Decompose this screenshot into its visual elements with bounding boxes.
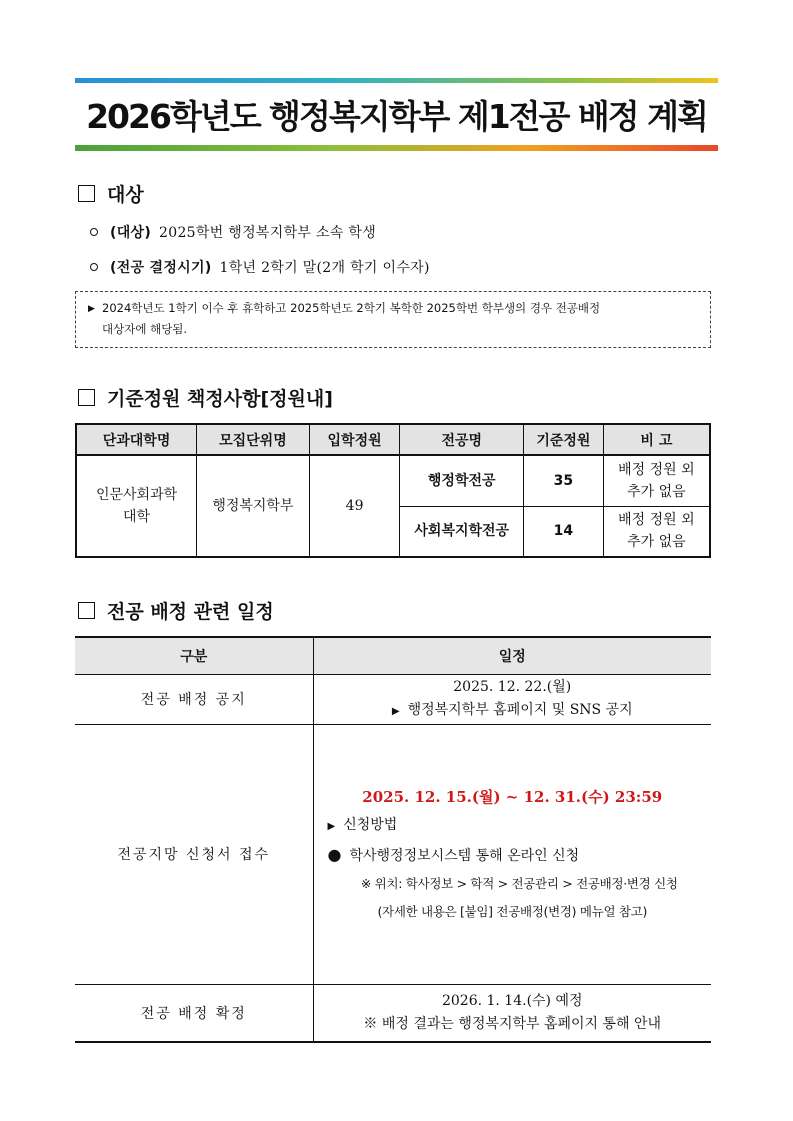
header-schedule: 일정: [313, 637, 711, 674]
schedule-detail-text: 행정복지학부 홈페이지 및 SNS 공지: [407, 701, 633, 718]
note-line-2: 대상자에 해당됨.: [102, 322, 188, 336]
table-row: [75, 724, 711, 984]
triangle-bullet-icon: ▶: [88, 304, 95, 314]
square-bullet-icon: [78, 185, 95, 202]
section-quota-heading: [78, 384, 333, 411]
college-cell: [76, 455, 197, 557]
method-line: [314, 841, 712, 870]
triangle-bullet-icon: ▶: [391, 705, 400, 717]
note-box: [75, 291, 711, 348]
header-note: 비 고: [603, 424, 710, 455]
table-row: [75, 674, 711, 724]
schedule-table: [75, 636, 711, 1043]
timing-item: [90, 257, 430, 277]
target-item-text: 2025학번 행정복지학부 소속 학생: [159, 225, 377, 241]
schedule-label: 전공 배정 공지: [75, 674, 313, 724]
schedule-date: 2026. 1. 14.(수) 예정: [441, 992, 583, 1009]
quota-table: [75, 423, 711, 558]
target-item-label: (대상): [110, 225, 152, 241]
college-line-1: 인문사회과학: [95, 487, 178, 503]
quota-table-header: [76, 424, 710, 455]
major-cell: 사회복지학전공: [400, 506, 524, 557]
square-bullet-icon: [78, 602, 95, 619]
header-quota: 기준정원: [524, 424, 604, 455]
schedule-cell: [313, 674, 711, 724]
header-unit: 모집단위명: [197, 424, 310, 455]
section-schedule-title: 전공 배정 관련 일정: [107, 601, 274, 623]
ring-bullet-icon: [90, 263, 98, 271]
major-cell: 행정학전공: [400, 455, 524, 506]
quota-cell: 14: [524, 506, 604, 557]
title-banner: [75, 78, 718, 151]
unit-cell: 행정복지학부: [197, 455, 310, 557]
triangle-bullet-icon: ▶: [327, 820, 336, 832]
schedule-cell: [313, 984, 711, 1042]
admission-cell: 49: [309, 455, 400, 557]
method-title: [314, 811, 712, 841]
schedule-label: 전공지망 신청서 접수: [75, 724, 313, 984]
schedule-cell: [313, 724, 711, 984]
header-major: 전공명: [400, 424, 524, 455]
method-title-text: 신청방법: [343, 816, 398, 833]
section-schedule-heading: [78, 597, 274, 624]
section-quota-title: 기준정원 책정사항[정원내]: [107, 388, 333, 410]
schedule-table-header: [75, 637, 711, 674]
note-cell-line-1: 배정 정원 외: [618, 461, 695, 478]
note-cell-line-2: 추가 없음: [627, 483, 686, 500]
schedule-label: 전공 배정 확정: [75, 984, 313, 1042]
schedule-detail: [314, 699, 712, 723]
section-target-title: 대상: [107, 184, 144, 206]
page-title: 2026학년도 행정복지학부 제1전공 배정 계획: [86, 96, 707, 136]
method-text: 학사행정정보시스템 통해 온라인 신청: [349, 847, 580, 864]
ring-bullet-icon: [90, 228, 98, 236]
schedule-date: 2025. 12. 22.(월): [453, 678, 572, 695]
path-line: ※ 위치: 학사정보 > 학적 > 전공관리 > 전공배정·변경 신청: [360, 875, 678, 891]
note-cell: [603, 506, 710, 557]
note-cell: [603, 455, 710, 506]
note-cell-line-2: 추가 없음: [627, 534, 686, 551]
quota-cell: 35: [524, 455, 604, 506]
filled-circle-icon: ●: [327, 844, 342, 864]
table-row: [76, 455, 710, 506]
target-item: [90, 222, 376, 242]
reference-line: (자세한 내용은 [붙임] 전공배정(변경) 메뉴얼 참고): [377, 903, 648, 919]
table-row: [75, 984, 711, 1042]
application-period: 2025. 12. 15.(월) ~ 12. 31.(수) 23:59: [362, 787, 663, 806]
header-category: 구분: [75, 637, 313, 674]
header-college: 단과대학명: [76, 424, 197, 455]
square-bullet-icon: [78, 389, 95, 406]
timing-item-label: (전공 결정시기): [110, 260, 212, 276]
note-cell-line-1: 배정 정원 외: [618, 512, 695, 529]
section-target-heading: [78, 180, 144, 207]
note-line-1: 2024학년도 1학기 이수 후 휴학하고 2025학년도 2학기 복학한 2025학번 학부생의 경우 전공배정: [102, 301, 601, 315]
timing-item-text: 1학년 2학기 말(2개 학기 이수자): [219, 260, 430, 276]
header-admission: 입학정원: [309, 424, 400, 455]
title-bottom-bar: [75, 145, 718, 151]
schedule-detail: ※ 배정 결과는 행정복지학부 홈페이지 통해 안내: [363, 1015, 662, 1032]
college-line-2: 대학: [123, 509, 151, 525]
